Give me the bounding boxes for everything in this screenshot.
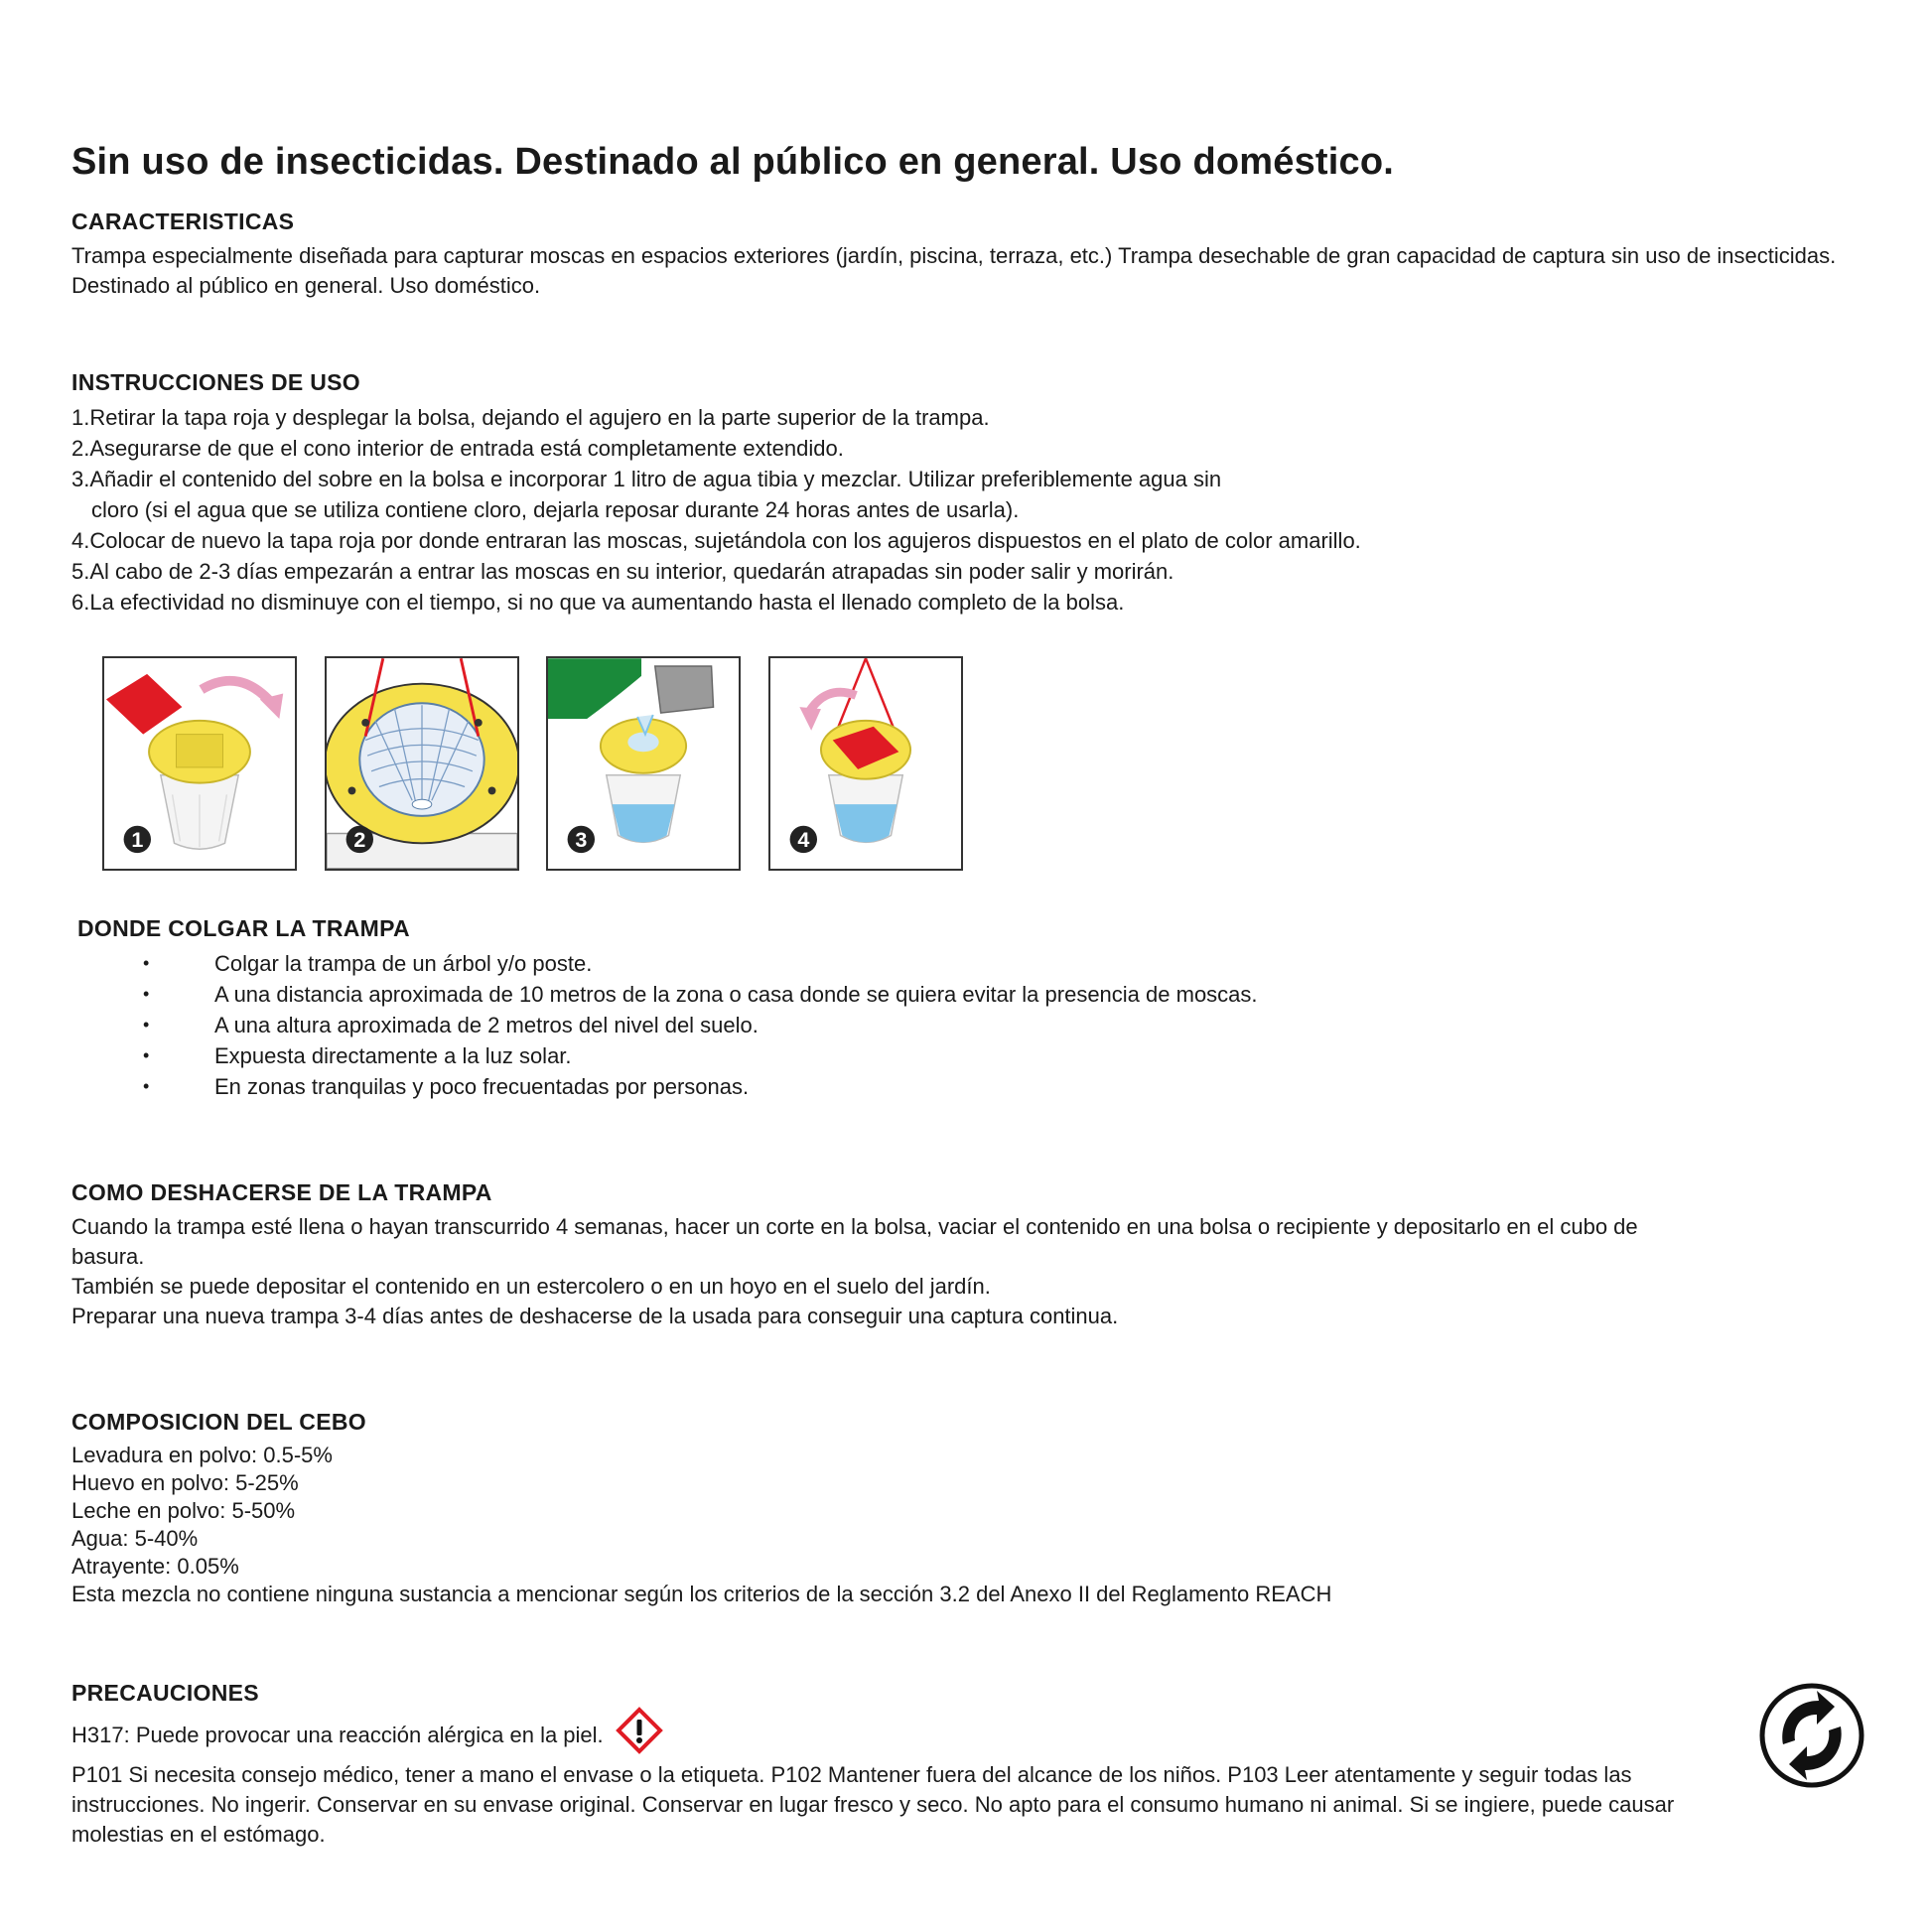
disposal-text: Preparar una nueva trampa 3-4 días antes de deshacerse de la usada para conseguir una captura continua. <box>71 1304 1119 1328</box>
step-3-illustration <box>546 656 741 871</box>
disposal-title: COMO DESHACERSE DE LA TRAMPA <box>71 1179 492 1205</box>
hanging-title: DONDE COLGAR LA TRAMPA <box>77 915 410 941</box>
characteristics-section <box>71 208 1839 301</box>
step-2-illustration <box>325 656 519 871</box>
step-number: 1 <box>131 827 144 853</box>
composition-line: Esta mezcla no contiene ninguna sustancia a mencionar según los criterios de la sección 3.2 del Anexo II del Reglamento REACH <box>71 1582 1332 1606</box>
instruction-step: 1.Retirar la tapa roja y desplegar la bolsa, dejando el agujero en la parte superior de la trampa. <box>71 405 990 430</box>
precautions-title: PRECAUCIONES <box>71 1680 259 1706</box>
instructions-list <box>71 402 1660 618</box>
list-item: • A una altura aproximada de 2 metros del nivel del suelo. <box>143 1013 759 1037</box>
step-number: 3 <box>575 827 588 853</box>
main-title: Sin uso de insecticidas. Destinado al público en general. Uso doméstico. <box>71 141 1395 183</box>
instruction-illustrations <box>102 656 966 873</box>
composition-line: Atrayente: 0.05% <box>71 1554 239 1579</box>
precautions-section <box>71 1680 1700 1850</box>
composition-line: Agua: 5-40% <box>71 1526 199 1551</box>
hanging-section <box>77 915 1567 1102</box>
ghs-exclamation-icon <box>616 1707 663 1754</box>
instruction-step: 2.Asegurarse de que el cono interior de entrada está completamente extendido. <box>71 436 844 461</box>
precautions-text: P101 Si necesita consejo médico, tener a mano el envase o la etiqueta. P102 Mantener fuera del alcance de los niños. P103 Leer atentamente y seguir todas las instrucciones. No ingerir. Conservar en su envase original. Conservar en lugar fresco y seco. No apto para el consumo humano ni animal. Si se ingiere, puede causar molestias en el estómago. <box>71 1762 1675 1847</box>
instruction-step: 4.Colocar de nuevo la tapa roja por donde entraran las moscas, sujetándola con los agujeros dispuestos en el plato de color amarillo. <box>71 528 1361 553</box>
hanging-list <box>77 948 1567 1102</box>
instructions-title: INSTRUCCIONES DE USO <box>71 369 360 395</box>
step-number: 2 <box>353 827 366 853</box>
composition-line: Leche en polvo: 5-50% <box>71 1498 296 1523</box>
characteristics-text: Trampa especialmente diseñada para capturar moscas en espacios exteriores (jardín, piscina, terraza, etc.) Trampa desechable de gran capacidad de captura sin uso de insecticidas. Destinado al público en general. Uso doméstico. <box>71 243 1837 298</box>
step-4-illustration <box>768 656 963 871</box>
green-dot-recycle-icon <box>1759 1683 1864 1788</box>
composition-section <box>71 1409 1660 1608</box>
instruction-step: 3.Añadir el contenido del sobre en la bolsa e incorporar 1 litro de agua tibia y mezclar. Utilizar preferiblemente agua sin cloro (si el agua que se utiliza contiene cloro, dejarla reposar durante 24 horas antes de usarla). <box>71 467 1222 522</box>
list-item: • En zonas tranquilas y poco frecuentadas por personas. <box>143 1074 750 1099</box>
disposal-text: Cuando la trampa esté llena o hayan transcurrido 4 semanas, hacer un corte en la bolsa, vaciar el contenido en una bolsa o recipiente y depositarlo en el cubo de basura. <box>71 1214 1638 1269</box>
hazard-statement <box>71 1713 1700 1760</box>
disposal-section <box>71 1179 1660 1331</box>
step-1-illustration <box>102 656 297 871</box>
h317-text: H317: Puede provocar una reacción alérgica en la piel. <box>71 1722 604 1747</box>
composition-line: Levadura en polvo: 0.5-5% <box>71 1443 333 1467</box>
instruction-step: 5.Al cabo de 2-3 días empezarán a entrar las moscas en su interior, quedarán atrapadas sin poder salir y morirán. <box>71 559 1174 584</box>
disposal-text: También se puede depositar el contenido en un estercolero o en un hoyo en el suelo del jardín. <box>71 1274 991 1299</box>
characteristics-title: CARACTERISTICAS <box>71 208 295 234</box>
list-item: • Colgar la trampa de un árbol y/o poste. <box>143 951 593 976</box>
instructions-section <box>71 369 1660 618</box>
composition-title: COMPOSICION DEL CEBO <box>71 1409 366 1435</box>
list-item: • Expuesta directamente a la luz solar. <box>143 1043 572 1068</box>
list-item: • A una distancia aproximada de 10 metros de la zona o casa donde se quiera evitar la presencia de moscas. <box>143 982 1258 1007</box>
step-number: 4 <box>797 827 810 853</box>
composition-line: Huevo en polvo: 5-25% <box>71 1470 299 1495</box>
instruction-step: 6.La efectividad no disminuye con el tiempo, si no que va aumentando hasta el llenado completo de la bolsa. <box>71 590 1125 615</box>
